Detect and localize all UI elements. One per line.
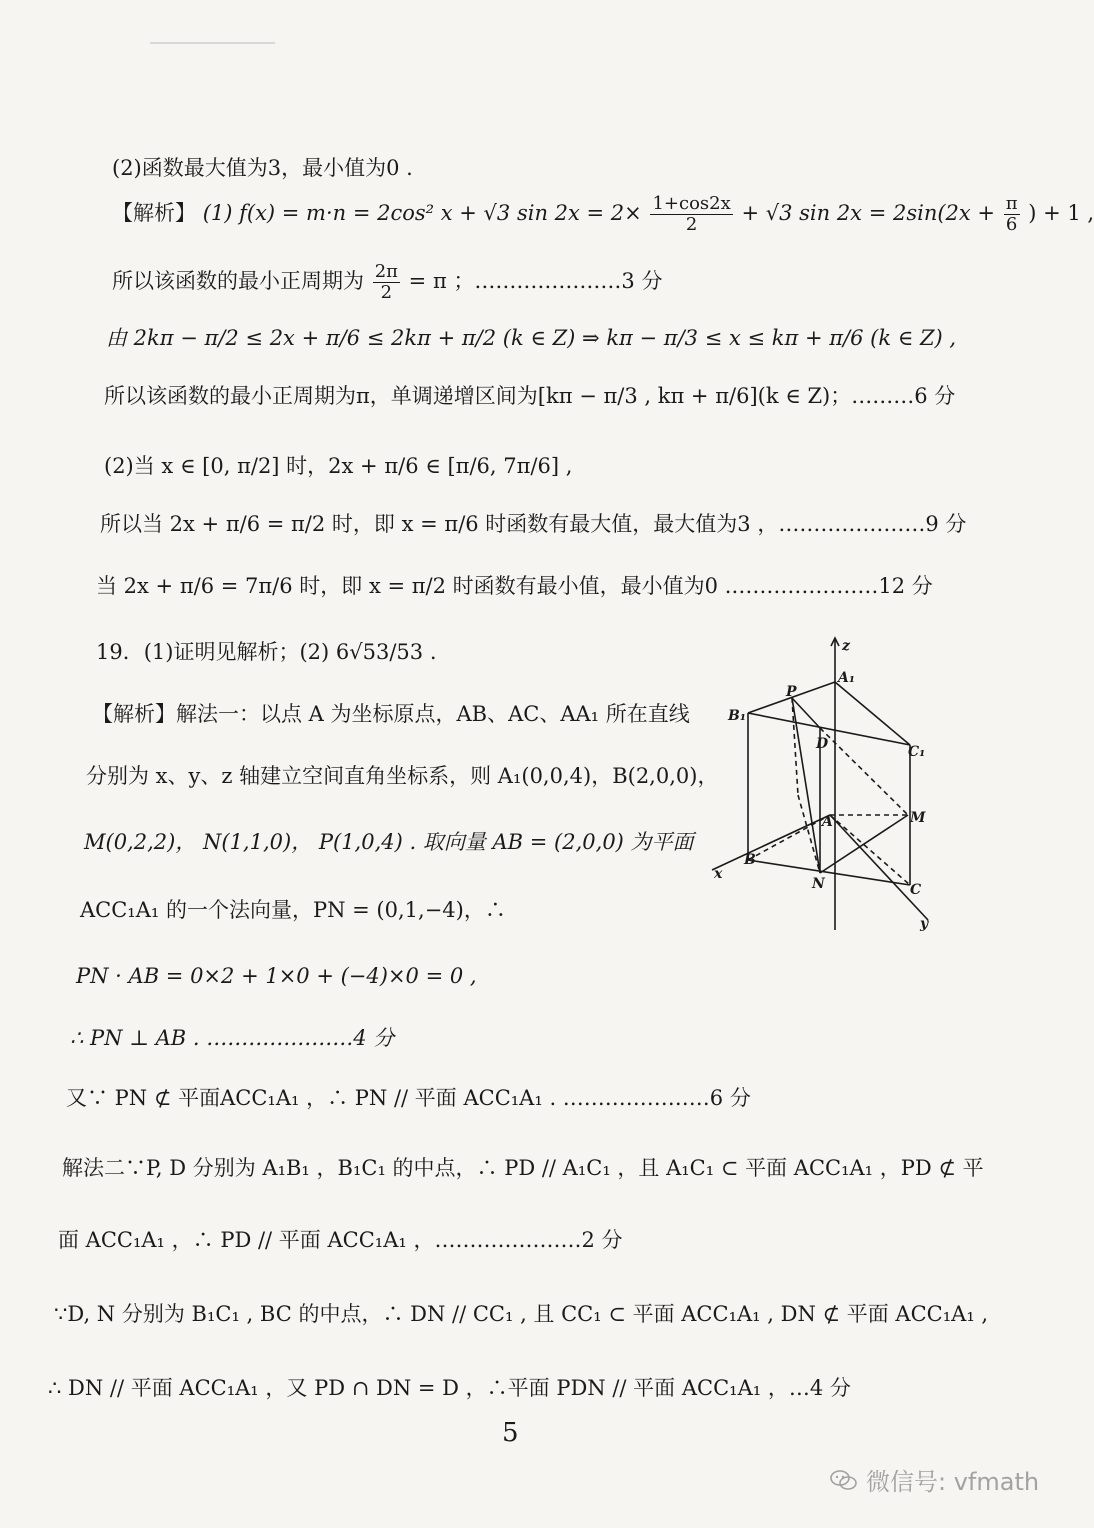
prism-diagram: [700, 630, 960, 940]
label-z: z: [842, 638, 850, 654]
segment-dm-dashed: [820, 728, 908, 815]
label-d: D: [816, 736, 829, 752]
watermark: [830, 1462, 1039, 1497]
analysis-18-line3: 由 2kπ − π/2 ≤ 2x + π/6 ≤ 2kπ + π/2 (k ∈ Z) ⇒ kπ − π/3 ≤ x ≤ kπ + π/6 (k ∈ Z) ,: [106, 326, 957, 350]
edge-a1c1: [835, 682, 910, 745]
analysis-19-method2-line3: ∵D, N 分别为 B₁C₁ , BC 的中点，∴ DN // CC₁ , 且 CC₁ ⊂ 平面 ACC₁A₁ , DN ⊄ 平面 ACC₁A₁ ,: [54, 1302, 989, 1326]
label-b: B: [744, 852, 756, 868]
answer-18-part2-result: (2)函数最大值为3，最小值为0 .: [112, 156, 413, 180]
analysis-18-line7: 当 2x + π/6 = 7π/6 时，即 x = π/2 时函数有最小值，最小值为0 .…………………12 分: [96, 574, 933, 598]
segment-nm: [820, 815, 908, 873]
analysis-18-line6: 所以当 2x + π/6 = π/2 时，即 x = π/6 时函数有最大值，最大值为3 ，…………………9 分: [100, 512, 967, 536]
label-n: N: [812, 876, 825, 892]
answer-19-result: 19．(1)证明见解析；(2) 6√53/53 .: [96, 640, 437, 664]
analysis-19-line2: 分别为 x、y、z 轴建立空间直角坐标系，则 A₁(0,0,4)，B(2,0,0)，: [86, 764, 719, 788]
analysis-19-method2-line2: 面 ACC₁A₁ ，∴ PD // 平面 ACC₁A₁ ，…………………2 分: [58, 1228, 623, 1252]
analysis-18-line4: 所以该函数的最小正周期为π，单调递增区间为[kπ − π/3 , kπ + π/6](k ∈ Z)；………6 分: [104, 384, 956, 408]
edge-ab-dashed: [748, 815, 830, 860]
label-c1: C₁: [908, 744, 926, 760]
analysis-18-line5: (2)当 x ∈ [0, π/2] 时，2x + π/6 ∈ [π/6, 7π/6] ,: [104, 454, 573, 478]
analysis-19-line7: 又∵ PN ⊄ 平面ACC₁A₁ ，∴ PN // 平面 ACC₁A₁ . …………………6 分: [66, 1086, 751, 1110]
scan-artifact: [150, 42, 275, 44]
fraction: $\frac{\pi}{6}$: [1005, 193, 1018, 235]
analysis-19-line6: ∴ PN ⊥ AB . …………………4 分: [70, 1026, 395, 1050]
analysis-19-method2-line4: ∴ DN // 平面 ACC₁A₁ ，又 PD ∩ DN = D ，∴平面 PDN // 平面 ACC₁A₁ ，…4 分: [48, 1376, 851, 1400]
label-a: A: [822, 814, 833, 830]
analysis-18-line1: 【解析】 (1) f(x) = m·n = 2cos² x + √3 sin 2x = 2× $\frac{1+\cos 2x}{2}$ + √3 sin 2x = 2sin(2x + $\frac{\pi}{6}$ ) + 1 ,: [112, 193, 1094, 235]
y-axis-line: [830, 815, 928, 920]
analysis-19-line1: 【解析】解法一：以点 A 为坐标原点，AB、AC、AA₁ 所在直线: [92, 702, 690, 726]
label-m: M: [910, 810, 926, 826]
edge-b1c1: [748, 713, 910, 745]
analysis-19-line5: PN · AB = 0×2 + 1×0 + (−4)×0 = 0 ,: [76, 964, 477, 988]
label-y: y: [920, 916, 929, 932]
label-x: x: [714, 866, 723, 882]
analysis-19-line4: ACC₁A₁ 的一个法向量，PN = (0,1,−4)，∴: [80, 898, 506, 922]
watermark-text: 微信号: vfmath: [866, 1468, 1040, 1496]
analysis-18-line2: 所以该函数的最小正周期为 $\frac{2\pi}{2}$ = π ；…………………3 分: [112, 261, 663, 303]
label-b1: B₁: [728, 708, 746, 724]
label-a1: A₁: [838, 670, 855, 686]
fraction: $\frac{2\pi}{2}$: [374, 261, 398, 303]
page-number: 5: [502, 1418, 519, 1448]
analysis-19-method2-line1: 解法二∵P, D 分别为 A₁B₁ ，B₁C₁ 的中点，∴ PD // A₁C₁ ，且 A₁C₁ ⊂ 平面 ACC₁A₁ ，PD ⊄ 平: [62, 1156, 984, 1180]
analysis-19-line3: M(0,2,2)， N(1,1,0)， P(1,0,4) . 取向量 AB = (2,0,0) 为平面: [84, 830, 694, 854]
label-c: C: [910, 882, 922, 898]
fraction: $\frac{1+\cos 2x}{2}$: [652, 193, 731, 235]
label-p: P: [786, 684, 797, 700]
wechat-icon: [830, 1469, 858, 1491]
